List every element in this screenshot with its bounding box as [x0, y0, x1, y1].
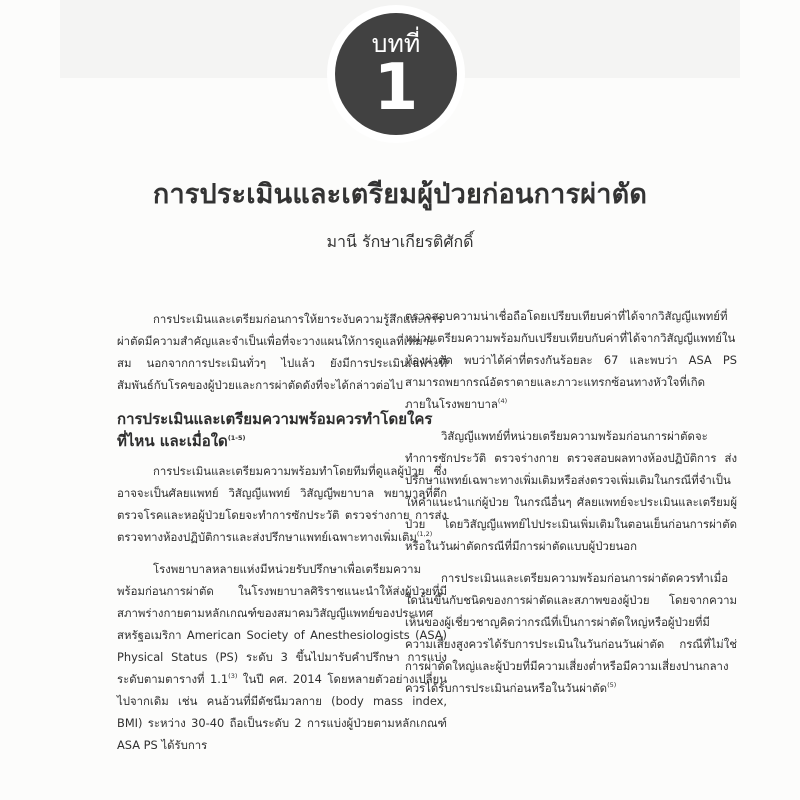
right-paragraph-3	[405, 567, 737, 699]
chapter-badge	[327, 5, 465, 143]
right-paragraph-3-text: การประเมินและเตรียมความพร้อมก่อนการผ่าตัดควรทำเมื่อใดนั้นขึ้นกับชนิดของการผ่าตัดและสภาพของผู้ป่วย โดยจากความเห็นของผู้เชี่ยวชาญคิดว่ากรณีที่เป็นการผ่าตัดใหญ่หรือผู้ป่วยที่มีความเสี่ยงสูงควรได้รับการประเมินในวันก่อนวันผ่าตัด กรณีที่ไม่ใช่การผ่าตัดใหญ่และผู้ป่วยที่มีความเสี่ยงต่ำหรือมีความเสี่ยงปานกลางควรได้รับการประเมินก่อนหรือในวันผ่าตัด	[405, 571, 737, 695]
right-paragraph-1-citation: (4)	[497, 397, 508, 406]
section-heading	[117, 408, 447, 452]
intro-paragraph: การประเมินและเตรียมก่อนการให้ยาระงับความรู้สึกและการผ่าตัดมีความสำคัญและจำเป็นเพื่อที่จะวางแผนให้การดูแลที่เหมาะสม นอกจากการประเมินทั่วๆ ไปแล้ว ยังมีการประเมินเฉพาะที่สัมพันธ์กับโรคของผู้ป่วยและการผ่าตัดดังที่จะได้กล่าวต่อไป	[117, 312, 447, 392]
right-paragraph-1-text: ตรวจสอบความน่าเชื่อถือโดยเปรียบเทียบค่าที่ได้จากวิสัญญีแพทย์ที่หน่วยเตรียมความพร้อมกับเปรียบเทียบกับค่าที่ได้จากวิสัญญีแพทย์ในห้องผ่าตัด พบว่าได้ค่าที่ตรงกันร้อยละ 67 และพบว่า ASA PS สามารถพยากรณ์อัตราตายและภาวะแทรกซ้อนทางหัวใจที่เกิดภายในโรงพยาบาล	[405, 309, 737, 411]
right-paragraph-2: วิสัญญีแพทย์ที่หน่วยเตรียมความพร้อมก่อนการผ่าตัดจะทำการซักประวัติ ตรวจร่างกาย ตรวจสอบผลทางห้องปฏิบัติการ ส่งปรึกษาแพทย์เฉพาะทางเพิ่มเติมหรือส่งตรวจเพิ่มเติมในกรณีที่จำเป็น ให้คำแนะนำแก่ผู้ป่วย ในกรณีอื่นๆ ศัลยแพทย์จะประเมินและเตรียมผู้ป่วย โดยวิสัญญีแพทย์ไปประเมินเพิ่มเติมในตอนเย็นก่อนการผ่าตัดหรือในวันผ่าตัดกรณีที่มีการผ่าตัดแบบผู้ป่วยนอก	[405, 429, 737, 553]
chapter-word: บทที่	[371, 29, 421, 58]
section-heading-text: การประเมินและเตรียมความพร้อมควรทำโดยใคร ที่ไหน และเมื่อใด	[117, 410, 433, 450]
left-paragraph-2	[117, 558, 447, 756]
left-paragraph-1-citation: (1,2)	[416, 530, 433, 539]
right-paragraph-3-citation: (5)	[607, 681, 617, 690]
left-paragraph-1-text: การประเมินและเตรียมความพร้อมทำโดยทีมที่ดูแลผู้ป่วย ซึ่งอาจจะเป็นศัลยแพทย์ วิสัญญีแพทย์ วิสัญญีพยาบาล พยาบาลที่ตึกตรวจโรคและหอผู้ป่วยโดยจะทำการซักประวัติ ตรวจร่างกาย การส่งตรวจทางห้องปฏิบัติการและส่งปรึกษาแพทย์เฉพาะทางเพิ่มเติม	[117, 464, 447, 544]
right-paragraph-1	[405, 305, 737, 415]
left-paragraph-2-citation: (3)	[228, 672, 238, 681]
author-name: มานี รักษาเกียรติศักดิ์	[326, 232, 474, 251]
chapter-number: 1	[373, 51, 419, 125]
spacer	[117, 548, 447, 558]
left-paragraph-2-text-a: โรงพยาบาลหลายแห่งมีหน่วยรับปรึกษาเพื่อเตรียมความพร้อมก่อนการผ่าตัด ในโรงพยาบาลศิริราชแนะนำให้ส่งผู้ป่วยที่มีสภาพร่างกายตามหลักเกณฑ์ของสมาคมวิสัญญีแพทย์ของประเทศสหรัฐอเมริกา American Society of Anesthesiologists (ASA) Physical Status (PS) ระดับ 3 ขึ้นไปมารับคำปรึกษา การแบ่งระดับตามตารางที่ 1.1	[117, 562, 447, 686]
chapter-circle	[335, 13, 457, 135]
left-paragraph-2-text-b: ในปี คศ. 2014 โดยหลายตัวอย่างเปลี่ยนไปจากเดิม เช่น คนอ้วนที่มีดัชนีมวลกาย (body mass index, BMI) ระหว่าง 30-40 ถือเป็นระดับ 2 การแบ่งผู้ป่วยตามหลักเกณฑ์ ASA PS ได้รับการ	[117, 672, 448, 752]
right-column	[405, 305, 737, 699]
spacer	[405, 557, 737, 567]
left-paragraph-1	[117, 460, 447, 548]
page-title: การประเมินและเตรียมผู้ป่วยก่อนการผ่าตัด	[152, 179, 648, 210]
left-column	[117, 308, 447, 756]
heading-citation: (1-5)	[227, 434, 246, 442]
spacer	[405, 415, 737, 425]
